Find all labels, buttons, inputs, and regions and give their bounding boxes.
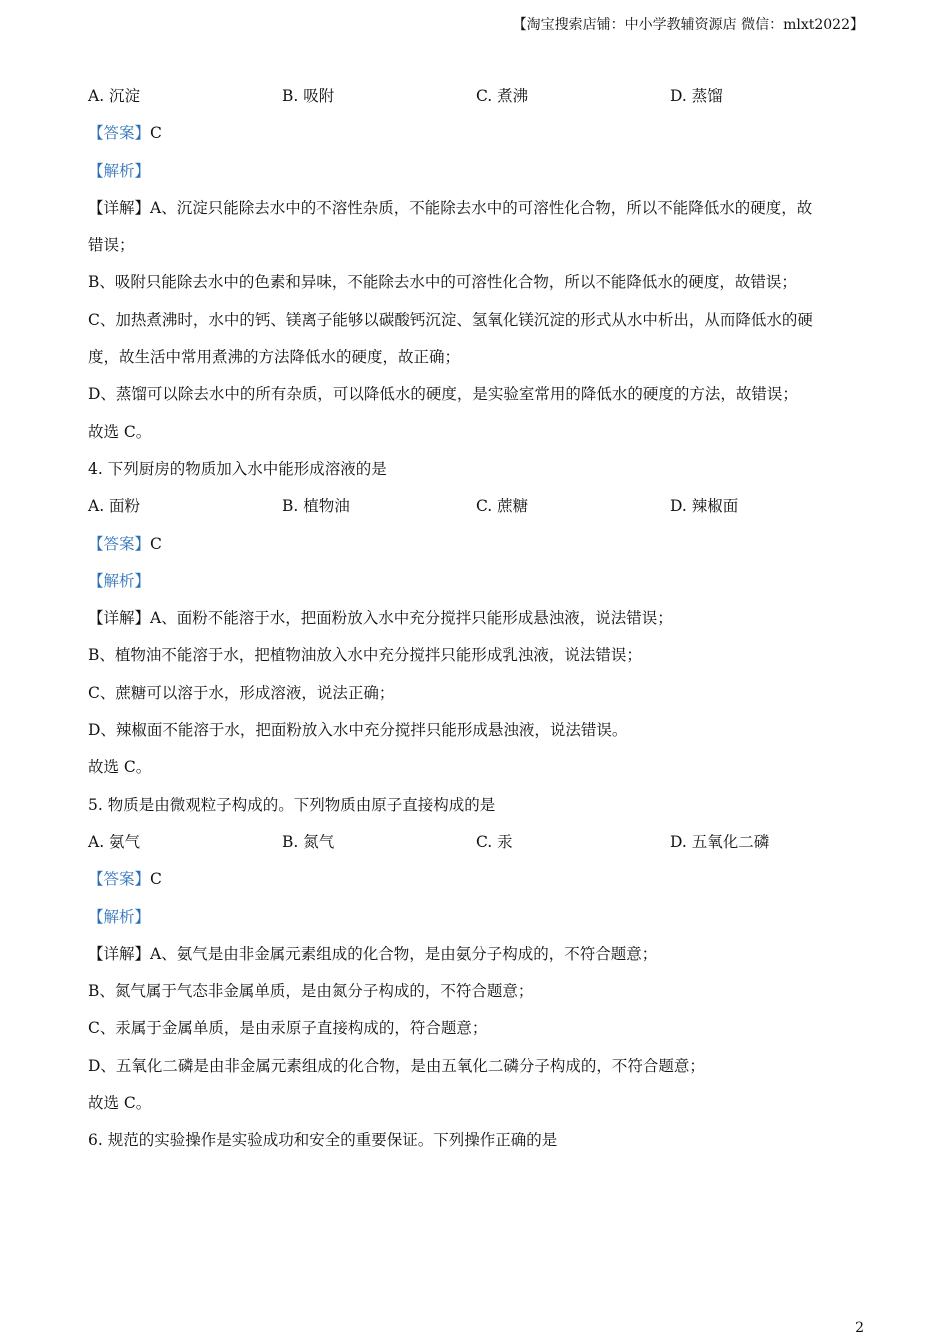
text-line: 度，故生活中常用煮沸的方法降低水的硬度，故正确； xyxy=(88,348,461,367)
section-label xyxy=(88,563,864,600)
page-header: 【淘宝搜索店铺：中小学教辅资源店 微信：mlxt2022】 xyxy=(512,17,864,33)
section-tag: 【答案】 xyxy=(88,534,151,553)
option-item: C. 蔗糖 xyxy=(476,497,529,516)
section-tag: 【解析】 xyxy=(88,907,151,926)
section-label xyxy=(88,861,864,898)
section-label xyxy=(88,899,864,936)
text-line: 故选 C。 xyxy=(88,1094,152,1113)
text-line: B、氮气属于气态非金属单质，是由氮分子构成的，不符合题意； xyxy=(88,982,534,1001)
option-item: C. 煮沸 xyxy=(476,87,529,105)
option-item: B. 吸附 xyxy=(282,87,335,105)
document-body xyxy=(88,78,864,1160)
option-item: A. 氨气 xyxy=(88,832,141,851)
text-line: C、加热煮沸时，水中的钙、镁离子能够以碳酸钙沉淀、氢氧化镁沉淀的形式从水中析出，从而降低水的硬 xyxy=(88,310,813,329)
text-line: D、五氧化二磷是由非金属元素组成的化合物，是由五氧化二磷分子构成的，不符合题意； xyxy=(88,1056,705,1075)
page-number: 2 xyxy=(855,1320,864,1336)
section-value: C xyxy=(150,124,162,143)
text-line: 故选 C。 xyxy=(88,758,152,777)
option-item: A. 沉淀 xyxy=(88,87,141,105)
section-label xyxy=(88,153,864,190)
option-item: A. 面粉 xyxy=(88,497,141,516)
option-item: B. 植物油 xyxy=(282,497,350,516)
option-item: B. 氮气 xyxy=(282,832,335,851)
text-line: 故选 C。 xyxy=(88,422,152,441)
text-line: 错误； xyxy=(88,236,135,255)
section-tag: 【解析】 xyxy=(88,571,151,590)
section-tag: 【解析】 xyxy=(88,161,151,180)
text-line: D、蒸馏可以除去水中的所有杂质，可以降低水的硬度，是实验室常用的降低水的硬度的方法，故错误； xyxy=(88,385,798,404)
option-item: D. 蒸馏 xyxy=(670,87,723,105)
answer-options xyxy=(88,824,864,861)
text-line: C、蔗糖可以溶于水，形成溶液，说法正确； xyxy=(88,683,395,702)
option-item: D. 五氧化二磷 xyxy=(670,832,770,851)
section-tag: 【答案】 xyxy=(88,124,151,143)
text-line: D、辣椒面不能溶于水，把面粉放入水中充分搅拌只能形成悬浊液，说法错误。 xyxy=(88,721,628,740)
option-item: D. 辣椒面 xyxy=(670,497,739,516)
text-line: C、汞属于金属单质，是由汞原子直接构成的，符合题意； xyxy=(88,1019,488,1038)
option-item: C. 汞 xyxy=(476,832,513,851)
text-line: 5. 物质是由微观粒子构成的。下列物质由原子直接构成的是 xyxy=(88,795,496,814)
section-tag: 【答案】 xyxy=(88,870,151,889)
answer-options xyxy=(88,78,864,115)
section-value: C xyxy=(150,870,162,889)
section-label xyxy=(88,526,864,563)
text-line: 【详解】A、面粉不能溶于水，把面粉放入水中充分搅拌只能形成悬浊液，说法错误； xyxy=(88,609,673,628)
text-line: B、植物油不能溶于水，把植物油放入水中充分搅拌只能形成乳浊液，说法错误； xyxy=(88,646,642,665)
section-label xyxy=(88,115,864,152)
answer-options xyxy=(88,488,864,525)
text-line: 【详解】A、沉淀只能除去水中的不溶性杂质，不能除去水中的可溶性化合物，所以不能降低水的硬度，故 xyxy=(88,198,813,217)
text-line: 【详解】A、氨气是由非金属元素组成的化合物，是由氨分子构成的，不符合题意； xyxy=(88,944,658,963)
section-value: C xyxy=(150,534,162,553)
text-line: 4. 下列厨房的物质加入水中能形成溶液的是 xyxy=(88,459,387,478)
text-line: 6. 规范的实验操作是实验成功和安全的重要保证。下列操作正确的是 xyxy=(88,1131,558,1150)
text-line: B、吸附只能除去水中的色素和异味，不能除去水中的可溶性化合物，所以不能降低水的硬度，故错误； xyxy=(88,273,797,292)
